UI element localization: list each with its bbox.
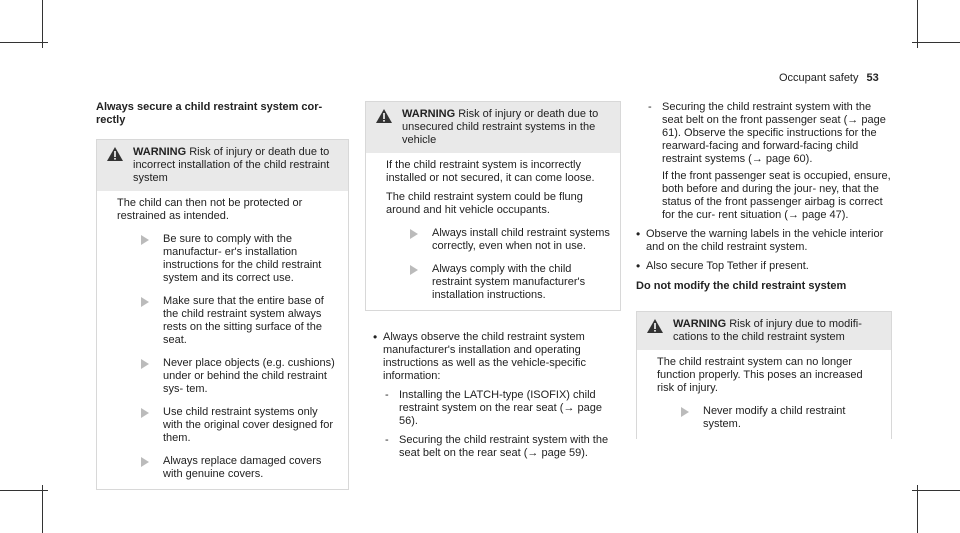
bullet-icon: • — [636, 227, 641, 241]
warning-body-text: The child restraint system can no longer function properly. This poses an increased risk of injury. — [657, 356, 863, 394]
step-item — [386, 227, 610, 253]
warning-header — [637, 312, 891, 350]
page-number: 53 — [866, 72, 879, 84]
step-text: Always install child restraint systems correctly, even when not in use. — [432, 227, 610, 252]
warning-label: WARNING — [402, 108, 456, 120]
warning-body-text: The child can then not be protected or restrained as intended. — [117, 197, 303, 222]
bullet-item — [636, 260, 892, 273]
warning-text — [133, 146, 338, 185]
warning-body-text: The child restraint system could be flung around and hit vehicle occupants. — [386, 191, 583, 216]
sub-item-text: Installing the LATCH-type (ISOFIX) child restraint system on the rear seat (→ page 56). — [399, 389, 602, 427]
step-text: Never place objects (e.g. cushions) under or behind the child restraint sys- tem. — [163, 357, 335, 395]
crop-mark — [912, 42, 960, 43]
sub-item-text: Securing the child restraint system with the seat belt on the rear seat (→ page 59). — [399, 434, 609, 459]
section-heading: Always secure a child restraint system cor- rectly — [96, 101, 323, 126]
step-item — [117, 455, 338, 481]
step-item — [117, 357, 338, 396]
arrow-right-icon — [141, 457, 149, 467]
warning-body — [97, 191, 348, 489]
step-text: Be sure to comply with the manufactur- er's installation instructions for the child restraint system and its correct use. — [163, 233, 322, 284]
warning-triangle-icon — [107, 147, 123, 161]
crop-mark — [0, 42, 48, 43]
warning-body — [637, 350, 891, 439]
sub-item — [365, 434, 621, 460]
warning-box — [636, 311, 892, 439]
crop-mark — [912, 490, 960, 491]
crop-mark — [917, 0, 918, 48]
sub-item — [636, 101, 892, 222]
warning-box — [365, 101, 621, 311]
arrow-right-icon — [410, 265, 418, 275]
section-title: Occupant safety — [779, 72, 859, 84]
arrow-right-icon — [141, 297, 149, 307]
bullet-text: Also secure Top Tether if present. — [646, 260, 809, 272]
warning-description: Risk of injury or death due to unsecured child restraint systems in the vehicle — [402, 108, 599, 146]
arrow-right-icon — [410, 229, 418, 239]
crop-mark — [917, 485, 918, 533]
bullet-icon: • — [636, 259, 641, 273]
warning-label: WARNING — [133, 146, 187, 158]
warning-header — [97, 140, 348, 191]
warning-description: Risk of injury due to modifi- cations to the child restraint system — [673, 318, 862, 343]
bullet-icon: • — [373, 330, 378, 344]
section-heading: Do not modify the child restraint system — [636, 280, 847, 292]
crop-mark — [0, 490, 48, 491]
warning-text — [673, 318, 881, 344]
step-text: Always comply with the child restraint system manufacturer's installation instructions. — [432, 263, 586, 301]
warning-description: Risk of injury or death due to incorrect installation of the child restraint system — [133, 146, 330, 184]
dash-icon: - — [385, 389, 389, 401]
step-text: Make sure that the entire base of the child restraint system always rests on the sitting surface of the seat. — [163, 295, 324, 346]
sub-item-note: If the front passenger seat is occupied, ensure, both before and during the jour- ney, that the status of the front passenger airbag is correct for the cur- rent situation (→ page 47). — [662, 170, 891, 221]
crop-mark — [42, 0, 43, 48]
middle-column — [365, 101, 621, 460]
warning-box — [96, 139, 349, 490]
warning-header — [366, 102, 620, 153]
warning-triangle-icon — [376, 109, 392, 123]
step-item — [657, 405, 881, 431]
step-item — [117, 233, 338, 285]
arrow-right-icon — [141, 235, 149, 245]
warning-text — [402, 108, 610, 147]
sub-item — [365, 389, 621, 428]
step-item — [117, 406, 338, 445]
sub-item-text: Securing the child restraint system with the seat belt on the front passenger seat (→ page 61). Observe the specific instructions for the rearward-facing and forward-facing child restraint systems (→ page 60). — [662, 101, 886, 165]
arrow-right-icon — [681, 407, 689, 417]
left-column — [96, 101, 349, 490]
dash-icon: - — [648, 101, 652, 113]
step-text: Never modify a child restraint system. — [703, 405, 846, 430]
step-text: Use child restraint systems only with the original cover designed for them. — [163, 406, 333, 444]
warning-triangle-icon — [647, 319, 663, 333]
crop-mark — [42, 485, 43, 533]
step-item — [117, 295, 338, 347]
running-header — [779, 72, 879, 85]
warning-label: WARNING — [673, 318, 727, 330]
right-column — [636, 101, 892, 439]
bullet-item — [636, 228, 892, 254]
dash-icon: - — [385, 434, 389, 446]
arrow-right-icon — [141, 408, 149, 418]
bullet-text: Observe the warning labels in the vehicle interior and on the child restraint system. — [646, 228, 884, 253]
step-text: Always replace damaged covers with genuine covers. — [163, 455, 322, 480]
warning-body-text: If the child restraint system is incorrectly installed or not secured, it can come loose. — [386, 159, 595, 184]
bullet-text: Always observe the child restraint system manufacturer's installation and operating instructions as well as the vehicle-specific information: — [383, 331, 586, 382]
arrow-right-icon — [141, 359, 149, 369]
warning-body — [366, 153, 620, 310]
bullet-item — [365, 331, 621, 383]
step-item — [386, 263, 610, 302]
